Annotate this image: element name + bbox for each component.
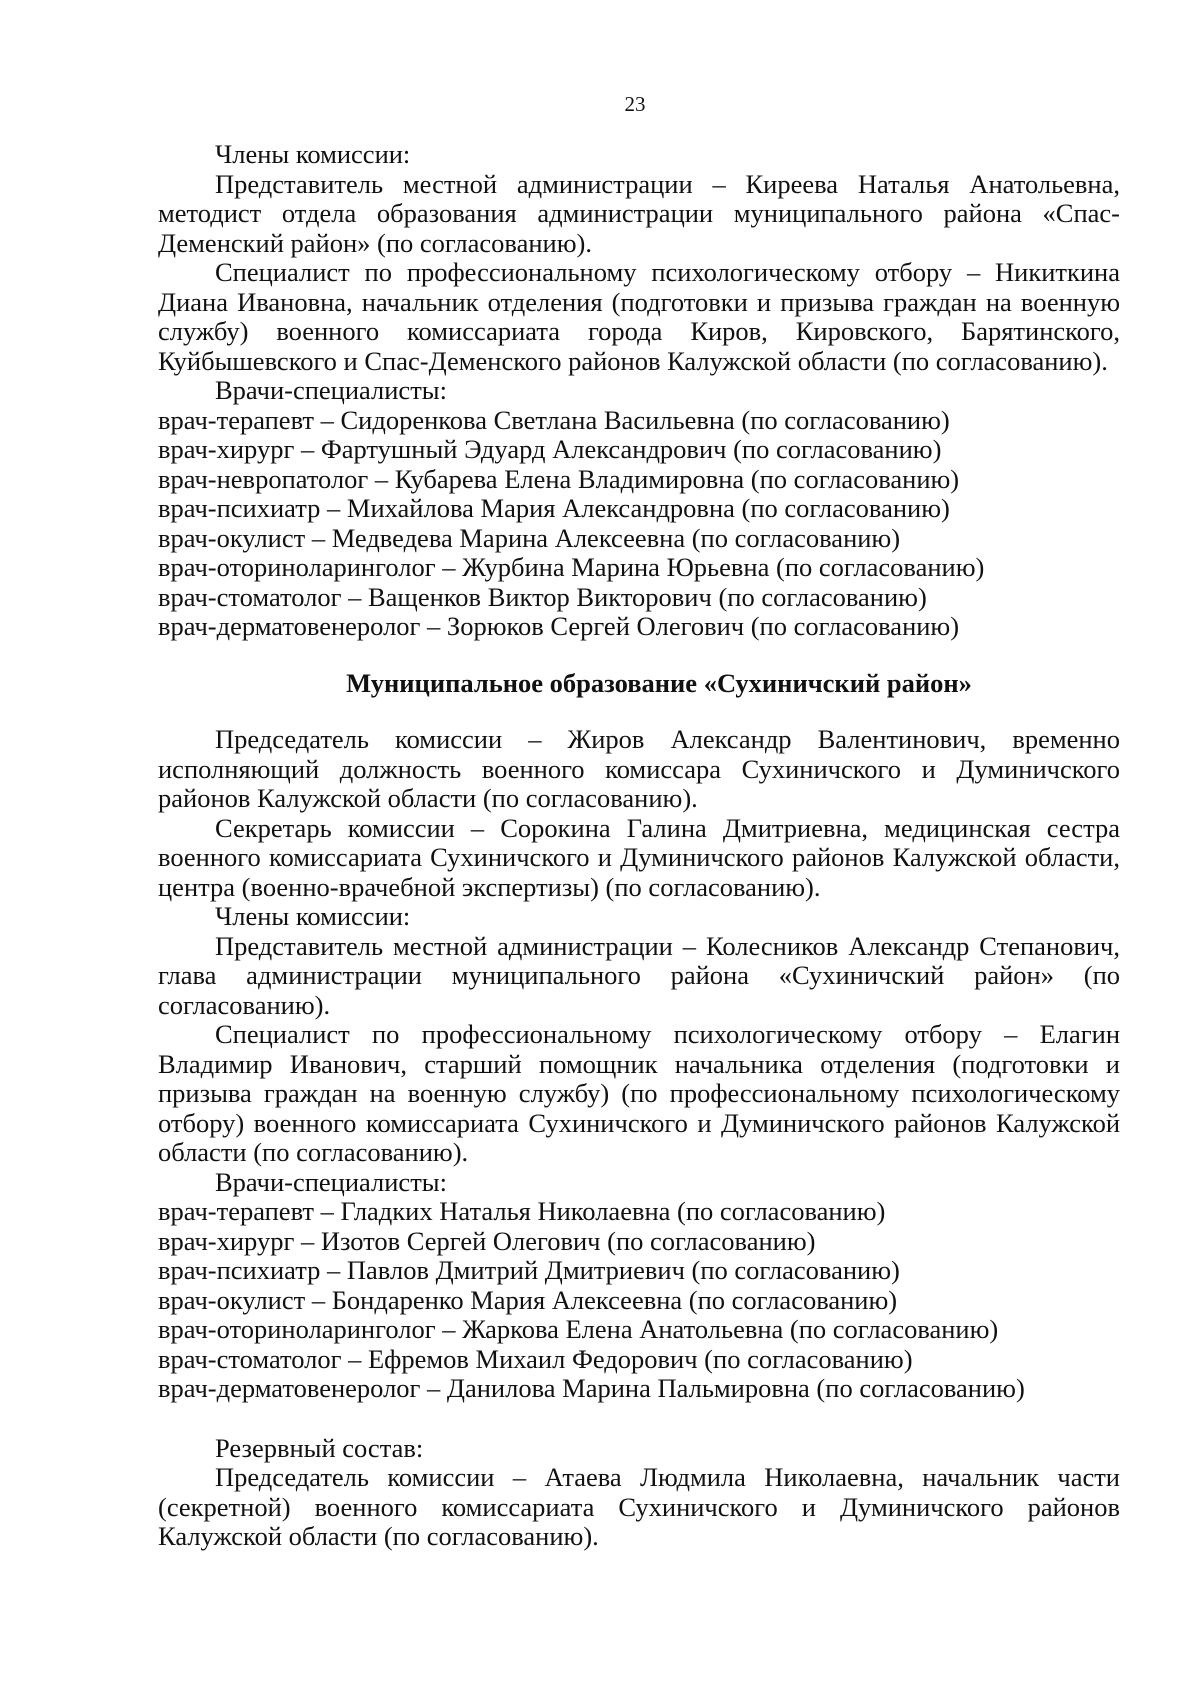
reserve-chairman: Председатель комиссии – Атаева Людмила Николаевна, начальник части (секретной) военного комиссариата Сухиничского и Думиничского районов Калужской области (по согласованию). [158,1462,1120,1551]
doctor-line: врач-оториноларинголог – Жаркова Елена Анатольевна (по согласованию) [158,1314,999,1344]
psych-selection-specialist: Специалист по профессиональному психологическому отбору – Никиткина Диана Ивановна, начальник отделения (подготовки и призыва граждан на военную службу) военного комиссариата города Киров, Кировского, Барятинского, Куйбышевского и Спас-Деменского районов Калужской области (по согласованию). [158,257,1120,376]
doctors-heading: Врачи-специалисты: [215,375,447,405]
document-body [158,140,1120,1552]
doctor-line: врач-психиатр – Павлов Дмитрий Дмитриевич (по согласованию) [158,1255,900,1285]
doctor-line: врач-терапевт – Гладких Наталья Николаевна (по согласованию) [158,1196,886,1226]
section-title: Муниципальное образование «Сухиничский район» [346,667,972,698]
members-heading: Члены комиссии: [215,901,411,931]
doctor-line: врач-хирург – Изотов Сергей Олегович (по согласованию) [158,1225,816,1256]
page-number: 23 [624,92,646,116]
doctor-line: врач-психиатр – Михайлова Мария Александровна (по согласованию) [158,493,950,523]
local-admin-representative: Представитель местной администрации – Колесников Александр Степанович, глава администрации муниципального района «Сухиничский район» (по согласованию). [158,930,1120,1020]
doctor-line: врач-стоматолог – Ващенков Виктор Викторович (по согласованию) [158,581,927,612]
doctor-line: врач-стоматолог – Ефремов Михаил Федорович (по согласованию) [158,1343,913,1374]
doctor-line: врач-невропатолог – Кубарева Елена Владимировна (по согласованию) [158,463,960,494]
doctors-heading: Врачи-специалисты: [215,1166,447,1197]
commission-chairman: Председатель комиссии – Жиров Александр Валентинович, временно исполняющий должность военного комиссара Сухиничского и Думиничского районов Калужской области (по согласованию). [158,724,1120,813]
reserve-heading: Резервный состав: [215,1432,424,1463]
doctor-line: врач-оториноларинголог – Журбина Марина Юрьевна (по согласованию) [158,552,985,582]
members-heading: Члены комиссии: [215,139,411,169]
doctor-line: врач-дерматовенеролог – Зорюков Сергей Олегович (по согласованию) [158,611,960,641]
doctor-line: врач-терапевт – Сидоренкова Светлана Васильевна (по согласованию) [158,404,950,435]
doctor-line: врач-окулист – Бондаренко Мария Алексеевна (по согласованию) [158,1284,898,1315]
local-admin-representative: Представитель местной администрации – Киреева Наталья Анатольевна, методист отдела образования администрации муниципального района «Спас-Деменский район» (по согласованию). [158,168,1120,258]
doctor-line: врач-хирург – Фартушный Эдуард Александрович (по согласованию) [158,434,942,464]
commission-secretary: Секретарь комиссии – Сорокина Галина Дмитриевна, медицинская сестра военного комиссариата Сухиничского и Думиничского районов Калужской области, центра (военно-врачебной экспертизы) (по согласованию). [158,812,1120,902]
doctor-line: врач-дерматовенеролог – Данилова Марина Пальмировна (по согласованию) [158,1373,1025,1403]
doctor-line: врач-окулист – Медведева Марина Алексеевна (по согласованию) [158,522,901,553]
psych-selection-specialist: Специалист по профессиональному психологическому отбору – Елагин Владимир Иванович, старший помощник начальника отделения (подготовки и призыва граждан на военную службу) (по профессиональному психологическому отбору) военного комиссариата Сухиничского и Думиничского районов Калужской области (по согласованию). [158,1019,1120,1167]
